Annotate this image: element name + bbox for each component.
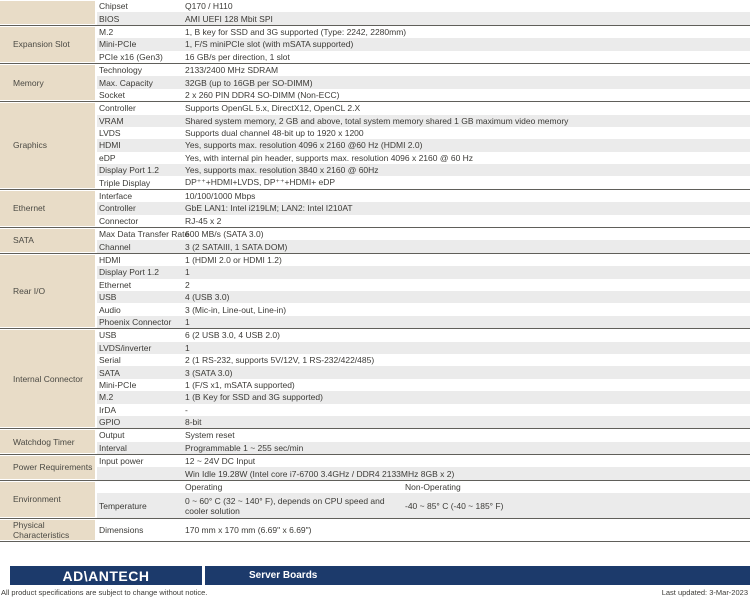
spec-value: 4 (USB 3.0) xyxy=(185,292,230,303)
footer-disclaimer: All product specifications are subject to change without notice. xyxy=(1,588,208,597)
spec-label: Channel xyxy=(99,241,131,252)
spec-value: AMI UEFI 128 Mbit SPI xyxy=(185,13,273,24)
spec-section xyxy=(0,518,750,541)
spec-value: 600 MB/s (SATA 3.0) xyxy=(185,229,264,240)
spec-label: Controller xyxy=(99,103,136,114)
spec-value: 1 xyxy=(185,316,190,327)
spec-row xyxy=(97,404,750,416)
spec-row xyxy=(97,316,750,328)
spec-label: HDMI xyxy=(99,255,121,265)
spec-value: Q170 / H110 xyxy=(185,1,233,12)
category-cell: Ethernet xyxy=(0,191,95,226)
spec-row xyxy=(97,115,750,127)
spec-value: 2133/2400 MHz SDRAM xyxy=(185,65,279,76)
spec-row xyxy=(97,342,750,354)
spec-row xyxy=(97,391,750,403)
spec-row xyxy=(97,176,750,188)
spec-label: eDP xyxy=(99,152,116,163)
spec-label: Mini-PCIe xyxy=(99,379,137,390)
spec-row xyxy=(97,215,750,227)
spec-row xyxy=(97,64,750,76)
section-rows xyxy=(97,429,750,454)
spec-row xyxy=(97,152,750,164)
spec-value-non-operating: Non-Operating xyxy=(405,482,461,493)
spec-label: M.2 xyxy=(99,392,114,403)
spec-value: 1, F/S miniPCIe slot (with mSATA supported) xyxy=(185,39,354,50)
spec-label: Display Port 1.2 xyxy=(99,267,159,278)
spec-label: BIOS xyxy=(99,13,120,24)
spec-label: Display Port 1.2 xyxy=(99,165,159,176)
spec-row xyxy=(97,493,750,518)
spec-label: Mini-PCIe xyxy=(99,39,137,50)
spec-label: USB xyxy=(99,292,117,303)
spec-value: 2 x 260 PIN DDR4 SO-DIMM (Non-ECC) xyxy=(185,89,340,100)
spec-row xyxy=(97,291,750,303)
spec-value: RJ-45 x 2 xyxy=(185,215,222,226)
spec-label: Technology xyxy=(99,65,143,76)
spec-label: HDMI xyxy=(99,140,121,151)
spec-row xyxy=(97,0,750,12)
spec-value: 1 (B Key for SSD and 3G supported) xyxy=(185,392,323,403)
spec-value-non-operating: -40 ~ 85° C (-40 ~ 185° F) xyxy=(405,500,504,511)
spec-section xyxy=(0,428,750,454)
spec-row xyxy=(97,303,750,315)
spec-label: Output xyxy=(99,430,125,441)
spec-label: Interface xyxy=(99,191,133,202)
spec-value: Yes, supports max. resolution 4096 x 2160 @60 Hz (HDMI 2.0) xyxy=(185,140,423,151)
section-rows xyxy=(97,455,750,480)
spec-row xyxy=(97,366,750,378)
spec-label: LVDS/inverter xyxy=(99,342,152,353)
spec-label: Interval xyxy=(99,442,127,453)
spec-label: Controller xyxy=(99,203,136,214)
spec-section xyxy=(0,0,750,25)
spec-label: Temperature xyxy=(99,500,147,511)
spec-row xyxy=(97,254,750,266)
spec-section xyxy=(0,253,750,328)
spec-section xyxy=(0,189,750,227)
spec-row xyxy=(97,190,750,202)
spec-value: 1 (HDMI 2.0 or HDMI 1.2) xyxy=(185,255,282,265)
section-rows xyxy=(97,329,750,428)
spec-row xyxy=(97,240,750,252)
spec-value: 6 (2 USB 3.0, 4 USB 2.0) xyxy=(185,330,280,341)
category-cell: Environment xyxy=(0,482,95,517)
spec-label: Chipset xyxy=(99,1,128,12)
spec-row xyxy=(97,442,750,454)
section-rows xyxy=(97,228,750,253)
spec-row xyxy=(97,228,750,240)
spec-value: 1 (F/S x1, mSATA supported) xyxy=(185,379,295,390)
spec-value: 16 GB/s per direction, 1 slot xyxy=(185,51,290,62)
spec-value: 3 (2 SATAIII, 1 SATA DOM) xyxy=(185,241,288,252)
spec-value: System reset xyxy=(185,430,235,441)
section-rows xyxy=(97,254,750,328)
spec-value: 32GB (up to 16GB per SO-DIMM) xyxy=(185,77,313,88)
spec-label: Triple Display xyxy=(99,177,151,188)
section-rows xyxy=(97,64,750,101)
spec-row xyxy=(97,139,750,151)
spec-section xyxy=(0,454,750,480)
spec-section xyxy=(0,63,750,101)
spec-value: 3 (SATA 3.0) xyxy=(185,367,233,378)
spec-row xyxy=(97,76,750,88)
spec-label: Dimensions xyxy=(99,525,144,536)
category-cell: Graphics xyxy=(0,103,95,188)
spec-value: Supports OpenGL 5.x, DirectX12, OpenCL 2.X xyxy=(185,103,361,114)
spec-section xyxy=(0,101,750,189)
section-rows xyxy=(97,519,750,541)
spec-label: Connector xyxy=(99,215,139,226)
spec-row xyxy=(97,524,750,536)
spec-row xyxy=(97,455,750,467)
spec-row xyxy=(97,379,750,391)
spec-value: Win Idle 19.28W (Intel core i7-6700 3.4GHz / DDR4 2133MHz 8GB x 2) xyxy=(185,468,455,479)
spec-value: 12 ~ 24V DC Input xyxy=(185,456,256,467)
spec-value: 2 (1 RS-232, supports 5V/12V, 1 RS-232/422/485) xyxy=(185,355,375,366)
category-cell xyxy=(0,1,95,24)
footer-last-updated: Last updated: 3-Mar-2023 xyxy=(661,588,748,597)
category-cell: Rear I/O xyxy=(0,255,95,327)
spec-section xyxy=(0,328,750,428)
spec-row xyxy=(97,481,750,493)
spec-value: 2 xyxy=(185,279,190,290)
category-cell: Physical Characteristics xyxy=(0,520,95,540)
spec-label: LVDS xyxy=(99,128,121,139)
spec-value: 1 xyxy=(185,267,190,278)
spec-value: 1, B key for SSD and 3G supported (Type: 2242, 2280mm) xyxy=(185,26,407,37)
spec-label: M.2 xyxy=(99,26,114,37)
spec-section xyxy=(0,227,750,253)
category-cell: Watchdog Timer xyxy=(0,430,95,453)
spec-row xyxy=(97,12,750,24)
spec-row xyxy=(97,266,750,278)
spec-row xyxy=(97,38,750,50)
spec-row xyxy=(97,279,750,291)
spec-row xyxy=(97,467,750,479)
footer-banner xyxy=(205,566,750,585)
spec-label: SATA xyxy=(99,367,120,378)
footer-banner-label: Server Boards xyxy=(249,570,318,582)
section-rows xyxy=(97,0,750,25)
spec-value: 10/100/1000 Mbps xyxy=(185,191,256,202)
spec-value-operating: Operating xyxy=(185,482,223,493)
spec-row xyxy=(97,51,750,63)
spec-label: Serial xyxy=(99,355,121,366)
spec-label: Socket xyxy=(99,89,125,100)
spec-label: VRAM xyxy=(99,115,124,126)
spec-label: Max Data Transfer Rate xyxy=(99,229,190,240)
spec-label: GPIO xyxy=(99,417,121,428)
spec-value: Yes, supports max. resolution 3840 x 2160 @ 60Hz xyxy=(185,165,379,176)
spec-row xyxy=(97,102,750,114)
section-rows xyxy=(97,102,750,189)
spec-row xyxy=(97,429,750,441)
category-cell: Memory xyxy=(0,65,95,100)
category-cell: SATA xyxy=(0,229,95,252)
category-cell: Expansion Slot xyxy=(0,27,95,62)
spec-row xyxy=(97,164,750,176)
spec-value: 8-bit xyxy=(185,417,202,428)
spec-row xyxy=(97,26,750,38)
footer-note xyxy=(0,588,750,597)
spec-value: - xyxy=(185,404,188,415)
spec-section xyxy=(0,480,750,518)
spec-value: DP⁺⁺+HDMI+LVDS, DP⁺⁺+HDMI+ eDP xyxy=(185,177,336,188)
spec-label: IrDA xyxy=(99,404,116,415)
spec-value: 3 (Mic-in, Line-out, Line-in) xyxy=(185,304,287,315)
spec-value: Yes, with internal pin header, supports max. resolution 4096 x 2160 @ 60 Hz xyxy=(185,152,474,163)
spec-row xyxy=(97,329,750,341)
footer-bar xyxy=(10,566,750,585)
section-rows xyxy=(97,190,750,227)
section-rows xyxy=(97,26,750,63)
advantech-logo: AD\ANTECH xyxy=(10,566,202,585)
spec-label: PCIe x16 (Gen3) xyxy=(99,51,163,62)
spec-label: Audio xyxy=(99,304,121,315)
spec-value: Programmable 1 ~ 255 sec/min xyxy=(185,442,304,453)
spec-row xyxy=(97,127,750,139)
spec-label: USB xyxy=(99,330,117,341)
spec-row xyxy=(97,202,750,214)
spec-row xyxy=(97,416,750,428)
spec-value: 1 xyxy=(185,342,190,353)
spec-label: Phoenix Connector xyxy=(99,316,172,327)
category-cell: Internal Connector xyxy=(0,330,95,427)
spec-value-operating: 0 ~ 60° C (32 ~ 140° F), depends on CPU speed and cooler solution xyxy=(185,495,385,516)
spec-section xyxy=(0,25,750,63)
spec-label: Input power xyxy=(99,456,144,467)
spec-value: Supports dual channel 48-bit up to 1920 x 1200 xyxy=(185,128,364,139)
spec-row xyxy=(97,89,750,101)
spec-value: 170 mm x 170 mm (6.69" x 6.69") xyxy=(185,525,312,536)
spec-row xyxy=(97,354,750,366)
spec-label: Max. Capacity xyxy=(99,77,153,88)
category-cell: Power Requirements xyxy=(0,456,95,479)
section-rows xyxy=(97,481,750,518)
spec-label: Ethernet xyxy=(99,279,132,290)
spec-value: GbE LAN1: Intel i219LM; LAN2: Intel I210AT xyxy=(185,203,353,214)
spec-value: Shared system memory, 2 GB and above, total system memory shared 1 GB maximum video memory xyxy=(185,115,569,126)
